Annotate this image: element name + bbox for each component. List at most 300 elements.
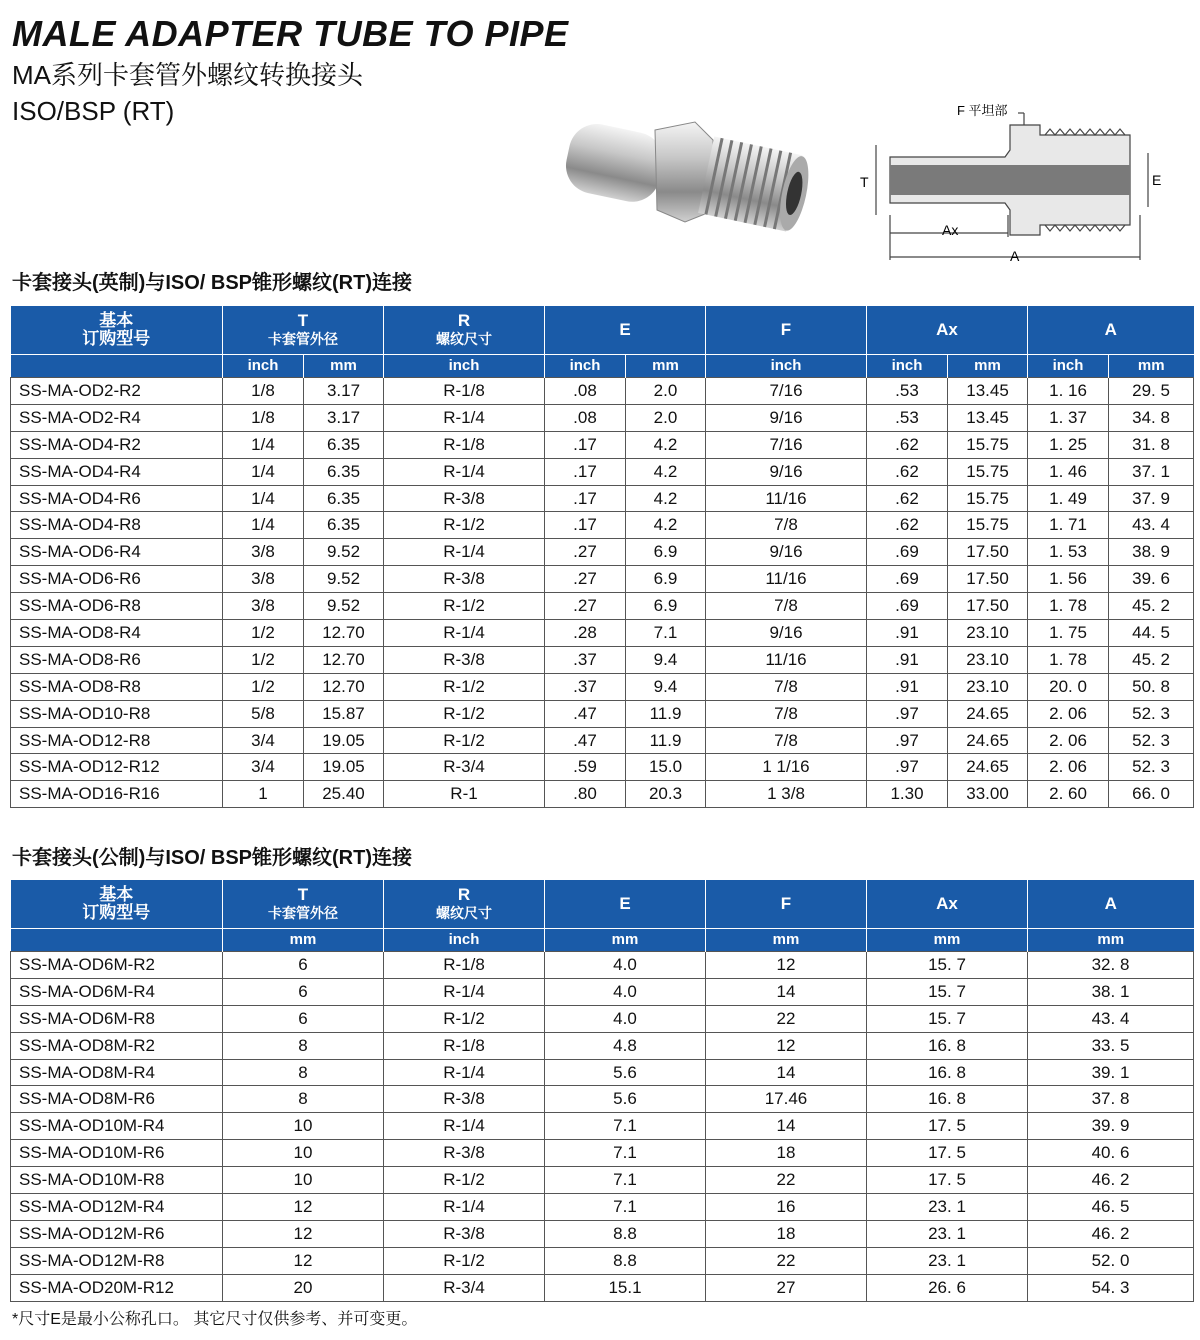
unit-header: inch [384, 929, 545, 952]
table-cell: 37. 1 [1109, 458, 1194, 485]
table-row [11, 566, 1194, 593]
table-cell: R-3/8 [384, 1220, 545, 1247]
table-cell: R-1/4 [384, 1113, 545, 1140]
table-cell: 6 [223, 978, 384, 1005]
table-cell: 22 [706, 1005, 867, 1032]
table-cell: R-1/2 [384, 700, 545, 727]
part-number-cell: SS-MA-OD12-R12 [11, 754, 223, 781]
table-cell: 6 [223, 1005, 384, 1032]
table-cell: 45. 2 [1109, 593, 1194, 620]
table-cell: R-1/8 [384, 378, 545, 405]
table-cell: 7.1 [626, 620, 706, 647]
table-cell: 1 1/16 [706, 754, 867, 781]
table-cell: 1 [223, 781, 304, 808]
table-cell: .69 [867, 593, 948, 620]
unit-header: mm [304, 355, 384, 378]
table-cell: 24.65 [948, 727, 1028, 754]
table-cell: .62 [867, 458, 948, 485]
table-cell: 2.0 [626, 378, 706, 405]
unit-header: inch [223, 355, 304, 378]
table-cell: R-3/8 [384, 566, 545, 593]
table-cell: 17.50 [948, 593, 1028, 620]
table-cell: R-1/2 [384, 727, 545, 754]
table-cell: .17 [545, 485, 626, 512]
table-row [11, 1059, 1194, 1086]
part-number-cell: SS-MA-OD10-R8 [11, 700, 223, 727]
label-f: F 平坦部 [957, 103, 1008, 118]
table-cell: 1/2 [223, 646, 304, 673]
unit-header: mm [1109, 355, 1194, 378]
table-cell: 46. 2 [1028, 1220, 1194, 1247]
table-cell: 15.75 [948, 458, 1028, 485]
part-number-cell: SS-MA-OD6-R6 [11, 566, 223, 593]
table-row [11, 1005, 1194, 1032]
table-cell: 6.35 [304, 512, 384, 539]
table-cell: .47 [545, 700, 626, 727]
table-cell: 5.6 [545, 1086, 706, 1113]
table-cell: 2. 06 [1028, 754, 1109, 781]
part-number-cell: SS-MA-OD8M-R4 [11, 1059, 223, 1086]
table-row [11, 512, 1194, 539]
table-cell: 12.70 [304, 646, 384, 673]
table-cell: 22 [706, 1247, 867, 1274]
page-subtitle: MA系列卡套管外螺纹转换接头 [12, 60, 364, 90]
table-cell: 9/16 [706, 458, 867, 485]
table-cell: 14 [706, 1059, 867, 1086]
table-cell: 44. 5 [1109, 620, 1194, 647]
header-e: E [545, 306, 706, 355]
table-cell: 45. 2 [1109, 646, 1194, 673]
table-cell: 50. 8 [1109, 673, 1194, 700]
unit-header: mm [223, 929, 384, 952]
table-cell: 31. 8 [1109, 431, 1194, 458]
table-cell: 23.10 [948, 646, 1028, 673]
table-cell: 1. 46 [1028, 458, 1109, 485]
table-cell: 1. 16 [1028, 378, 1109, 405]
table-cell: 10 [223, 1113, 384, 1140]
part-number-cell: SS-MA-OD12-R8 [11, 727, 223, 754]
table-cell: 4.2 [626, 485, 706, 512]
table-cell: 15.1 [545, 1274, 706, 1301]
table-cell: 20.3 [626, 781, 706, 808]
part-number-cell: SS-MA-OD10M-R4 [11, 1113, 223, 1140]
table-row [11, 1247, 1194, 1274]
table-cell: 1. 25 [1028, 431, 1109, 458]
table-cell: 16. 8 [867, 1059, 1028, 1086]
table-cell: 38. 1 [1028, 978, 1194, 1005]
part-number-cell: SS-MA-OD2-R2 [11, 378, 223, 405]
table-cell: 15.75 [948, 512, 1028, 539]
table-cell: 23. 1 [867, 1194, 1028, 1221]
table-cell: 33. 5 [1028, 1032, 1194, 1059]
table-cell: 12 [223, 1247, 384, 1274]
table-cell: .27 [545, 539, 626, 566]
table-cell: R-1/8 [384, 431, 545, 458]
table-cell: 1/2 [223, 673, 304, 700]
table-cell: R-1 [384, 781, 545, 808]
table-cell: R-3/4 [384, 754, 545, 781]
table-row [11, 431, 1194, 458]
table-cell: 19.05 [304, 727, 384, 754]
table-cell: 12.70 [304, 620, 384, 647]
table-cell: 7/8 [706, 700, 867, 727]
table-cell: 6.9 [626, 539, 706, 566]
header-a: A [1028, 880, 1194, 929]
header-unit-blank [11, 355, 223, 378]
table-cell: 7.1 [545, 1140, 706, 1167]
table-cell: 18 [706, 1140, 867, 1167]
table-cell: .17 [545, 458, 626, 485]
label-a: A [1010, 248, 1020, 264]
unit-header: mm [1028, 929, 1194, 952]
label-t: T [860, 174, 869, 190]
table-row [11, 1140, 1194, 1167]
table-cell: 29. 5 [1109, 378, 1194, 405]
table-cell: 20 [223, 1274, 384, 1301]
header-unit-blank [11, 929, 223, 952]
thread-standard: ISO/BSP (RT) [12, 96, 175, 126]
label-e: E [1152, 172, 1162, 188]
table-row [11, 781, 1194, 808]
table-cell: .69 [867, 539, 948, 566]
table-cell: .97 [867, 727, 948, 754]
table-cell: R-3/4 [384, 1274, 545, 1301]
table-row [11, 1194, 1194, 1221]
table-cell: 8 [223, 1032, 384, 1059]
table-cell: 6 [223, 952, 384, 979]
table-cell: 12 [706, 1032, 867, 1059]
table-cell: 8 [223, 1059, 384, 1086]
table-cell: 4.2 [626, 458, 706, 485]
footnote: *尺寸E是最小公称孔口。 其它尺寸仅供参考、并可变更。 [12, 1311, 418, 1328]
table-cell: R-1/2 [384, 593, 545, 620]
table-cell: 14 [706, 978, 867, 1005]
table-cell: 5.6 [545, 1059, 706, 1086]
table-cell: 3.17 [304, 378, 384, 405]
table-cell: .53 [867, 378, 948, 405]
table-cell: 15. 7 [867, 1005, 1028, 1032]
table-row [11, 593, 1194, 620]
table-cell: 23. 1 [867, 1220, 1028, 1247]
table-cell: 10 [223, 1167, 384, 1194]
table-cell: 23. 1 [867, 1247, 1028, 1274]
table-row [11, 754, 1194, 781]
table-cell: .17 [545, 512, 626, 539]
header-a: A [1028, 306, 1194, 355]
table-row [11, 1274, 1194, 1301]
table-cell: 46. 5 [1028, 1194, 1194, 1221]
table-cell: 1. 75 [1028, 620, 1109, 647]
table-cell: 9.4 [626, 673, 706, 700]
header-r: R 螺纹尺寸 [384, 880, 545, 929]
header-r: R 螺纹尺寸 [384, 306, 545, 355]
table-cell: 10 [223, 1140, 384, 1167]
unit-header: inch [384, 355, 545, 378]
table-cell: 1/8 [223, 404, 304, 431]
table-cell: 9.52 [304, 566, 384, 593]
table-cell: 26. 6 [867, 1274, 1028, 1301]
table-cell: 3/8 [223, 566, 304, 593]
table-cell: .91 [867, 673, 948, 700]
table-cell: 7/8 [706, 673, 867, 700]
table-row [11, 673, 1194, 700]
unit-header: inch [1028, 355, 1109, 378]
table-cell: 15. 7 [867, 952, 1028, 979]
table-cell: 43. 4 [1028, 1005, 1194, 1032]
table-cell: 9.52 [304, 593, 384, 620]
header-part-number: 基本 订购型号 [11, 880, 223, 929]
table-cell: 9/16 [706, 620, 867, 647]
table-cell: 4.2 [626, 431, 706, 458]
table-cell: R-3/8 [384, 485, 545, 512]
part-number-cell: SS-MA-OD4-R8 [11, 512, 223, 539]
header-f: F [706, 880, 867, 929]
table-cell: 7/8 [706, 727, 867, 754]
table-cell: 12.70 [304, 673, 384, 700]
table-cell: R-1/4 [384, 978, 545, 1005]
table-cell: .97 [867, 754, 948, 781]
table-cell: 11/16 [706, 646, 867, 673]
table-cell: R-1/4 [384, 404, 545, 431]
table-cell: .59 [545, 754, 626, 781]
table-cell: 32. 8 [1028, 952, 1194, 979]
table-cell: R-1/2 [384, 1247, 545, 1274]
table-cell: .80 [545, 781, 626, 808]
table-cell: .08 [545, 404, 626, 431]
table-cell: 1. 71 [1028, 512, 1109, 539]
table-cell: .28 [545, 620, 626, 647]
table-cell: 24.65 [948, 700, 1028, 727]
table-cell: 2. 60 [1028, 781, 1109, 808]
table-cell: 15.0 [626, 754, 706, 781]
table-cell: 11.9 [626, 727, 706, 754]
table-cell: 6.9 [626, 593, 706, 620]
table-cell: .62 [867, 512, 948, 539]
table-cell: R-1/4 [384, 1059, 545, 1086]
table-cell: R-1/2 [384, 673, 545, 700]
table-cell: 1/8 [223, 378, 304, 405]
unit-header: mm [545, 929, 706, 952]
part-number-cell: SS-MA-OD6M-R8 [11, 1005, 223, 1032]
table-cell: R-1/4 [384, 1194, 545, 1221]
table-cell: 6.9 [626, 566, 706, 593]
table-cell: 4.0 [545, 1005, 706, 1032]
table-cell: 1. 56 [1028, 566, 1109, 593]
table-cell: 25.40 [304, 781, 384, 808]
unit-header: mm [706, 929, 867, 952]
header-ax: Ax [867, 880, 1028, 929]
table-cell: 3.17 [304, 404, 384, 431]
label-ax: Ax [942, 222, 959, 238]
metric-table [10, 880, 1194, 1302]
table-cell: 4.0 [545, 952, 706, 979]
table-row [11, 620, 1194, 647]
table-cell: .47 [545, 727, 626, 754]
table-cell: 1. 49 [1028, 485, 1109, 512]
table-cell: 7/8 [706, 593, 867, 620]
table-cell: 40. 6 [1028, 1140, 1194, 1167]
part-number-cell: SS-MA-OD16-R16 [11, 781, 223, 808]
table-cell: .91 [867, 620, 948, 647]
table-cell: 15.87 [304, 700, 384, 727]
unit-header: mm [626, 355, 706, 378]
table-cell: 52. 0 [1028, 1247, 1194, 1274]
part-number-cell: SS-MA-OD8M-R2 [11, 1032, 223, 1059]
table-cell: 9.52 [304, 539, 384, 566]
table-cell: 17.50 [948, 539, 1028, 566]
part-number-cell: SS-MA-OD12M-R6 [11, 1220, 223, 1247]
table-cell: 3/8 [223, 593, 304, 620]
header-t: T 卡套管外径 [223, 306, 384, 355]
table-cell: .08 [545, 378, 626, 405]
table-cell: 18 [706, 1220, 867, 1247]
part-number-cell: SS-MA-OD12M-R8 [11, 1247, 223, 1274]
table-cell: 8.8 [545, 1247, 706, 1274]
table-cell: 9/16 [706, 404, 867, 431]
table-cell: 7/16 [706, 431, 867, 458]
table-cell: 23.10 [948, 620, 1028, 647]
table-cell: 39. 9 [1028, 1113, 1194, 1140]
table-cell: 39. 6 [1109, 566, 1194, 593]
table-cell: R-1/8 [384, 952, 545, 979]
table-cell: 52. 3 [1109, 700, 1194, 727]
table-row [11, 646, 1194, 673]
unit-header: inch [706, 355, 867, 378]
unit-header: inch [867, 355, 948, 378]
table-cell: 39. 1 [1028, 1059, 1194, 1086]
table-cell: 7.1 [545, 1113, 706, 1140]
part-number-cell: SS-MA-OD10M-R8 [11, 1167, 223, 1194]
table-cell: 5/8 [223, 700, 304, 727]
part-number-cell: SS-MA-OD6M-R4 [11, 978, 223, 1005]
table-cell: 1/4 [223, 458, 304, 485]
table-cell: 1.30 [867, 781, 948, 808]
part-number-cell: SS-MA-OD8-R8 [11, 673, 223, 700]
table-cell: .69 [867, 566, 948, 593]
part-number-cell: SS-MA-OD4-R2 [11, 431, 223, 458]
table-cell: 17.50 [948, 566, 1028, 593]
table-cell: 14 [706, 1113, 867, 1140]
table-cell: 46. 2 [1028, 1167, 1194, 1194]
table-cell: 37. 8 [1028, 1086, 1194, 1113]
table-cell: 1 3/8 [706, 781, 867, 808]
section-title-imperial: 卡套接头(英制)与ISO/ BSP锥形螺纹(RT)连接 [12, 272, 412, 294]
table-cell: 54. 3 [1028, 1274, 1194, 1301]
table-cell: R-1/8 [384, 1032, 545, 1059]
table-cell: .97 [867, 700, 948, 727]
table-cell: .62 [867, 485, 948, 512]
unit-header: mm [867, 929, 1028, 952]
table-cell: 1/4 [223, 512, 304, 539]
table-cell: 15.75 [948, 431, 1028, 458]
table-row [11, 378, 1194, 405]
table-cell: 22 [706, 1167, 867, 1194]
table-cell: R-1/2 [384, 1005, 545, 1032]
table-cell: 11.9 [626, 700, 706, 727]
table-cell: 1/2 [223, 620, 304, 647]
table-row [11, 404, 1194, 431]
table-cell: 38. 9 [1109, 539, 1194, 566]
table-cell: 4.2 [626, 512, 706, 539]
table-cell: .27 [545, 566, 626, 593]
header-f: F [706, 306, 867, 355]
table-cell: R-1/2 [384, 512, 545, 539]
table-cell: R-3/8 [384, 1086, 545, 1113]
table-cell: 17. 5 [867, 1113, 1028, 1140]
table-cell: R-1/4 [384, 539, 545, 566]
table-cell: 6.35 [304, 431, 384, 458]
table-row [11, 1220, 1194, 1247]
table-cell: 2.0 [626, 404, 706, 431]
part-number-cell: SS-MA-OD2-R4 [11, 404, 223, 431]
table-cell: 1. 78 [1028, 646, 1109, 673]
table-cell: 27 [706, 1274, 867, 1301]
table-cell: 12 [706, 952, 867, 979]
table-cell: 4.0 [545, 978, 706, 1005]
table-cell: 6.35 [304, 485, 384, 512]
part-number-cell: SS-MA-OD6-R8 [11, 593, 223, 620]
table-cell: 1. 37 [1028, 404, 1109, 431]
table-cell: 7/8 [706, 512, 867, 539]
table-cell: 23.10 [948, 673, 1028, 700]
table-cell: 15. 7 [867, 978, 1028, 1005]
table-cell: 13.45 [948, 378, 1028, 405]
table-cell: 9.4 [626, 646, 706, 673]
table-cell: R-1/4 [384, 458, 545, 485]
table-row [11, 727, 1194, 754]
table-row [11, 1167, 1194, 1194]
part-number-cell: SS-MA-OD6-R4 [11, 539, 223, 566]
table-cell: 9/16 [706, 539, 867, 566]
part-number-cell: SS-MA-OD4-R6 [11, 485, 223, 512]
table-cell: 37. 9 [1109, 485, 1194, 512]
table-cell: 12 [223, 1220, 384, 1247]
table-cell: 3/4 [223, 727, 304, 754]
table-cell: 3/4 [223, 754, 304, 781]
unit-header: inch [545, 355, 626, 378]
table-row [11, 485, 1194, 512]
table-cell: 1/4 [223, 485, 304, 512]
table-cell: 2. 06 [1028, 700, 1109, 727]
table-cell: R-3/8 [384, 646, 545, 673]
part-number-cell: SS-MA-OD20M-R12 [11, 1274, 223, 1301]
table-cell: R-1/4 [384, 620, 545, 647]
fitting-photo [545, 110, 810, 250]
table-cell: R-3/8 [384, 1140, 545, 1167]
section-title-metric: 卡套接头(公制)与ISO/ BSP锥形螺纹(RT)连接 [12, 847, 412, 869]
part-number-cell: SS-MA-OD4-R4 [11, 458, 223, 485]
header-ax: Ax [867, 306, 1028, 355]
unit-header: mm [948, 355, 1028, 378]
table-cell: 7.1 [545, 1167, 706, 1194]
page-title: MALE ADAPTER TUBE TO PIPE [12, 13, 569, 54]
part-number-cell: SS-MA-OD8M-R6 [11, 1086, 223, 1113]
dimension-drawing [860, 95, 1180, 265]
table-cell: 7.1 [545, 1194, 706, 1221]
table-row [11, 1032, 1194, 1059]
table-row [11, 1113, 1194, 1140]
table-cell: 1/4 [223, 431, 304, 458]
table-cell: 66. 0 [1109, 781, 1194, 808]
table-cell: 2. 06 [1028, 727, 1109, 754]
table-cell: .17 [545, 431, 626, 458]
table-cell: .53 [867, 404, 948, 431]
table-cell: 12 [223, 1194, 384, 1221]
table-cell: 34. 8 [1109, 404, 1194, 431]
table-cell: 13.45 [948, 404, 1028, 431]
part-number-cell: SS-MA-OD8-R6 [11, 646, 223, 673]
part-number-cell: SS-MA-OD12M-R4 [11, 1194, 223, 1221]
